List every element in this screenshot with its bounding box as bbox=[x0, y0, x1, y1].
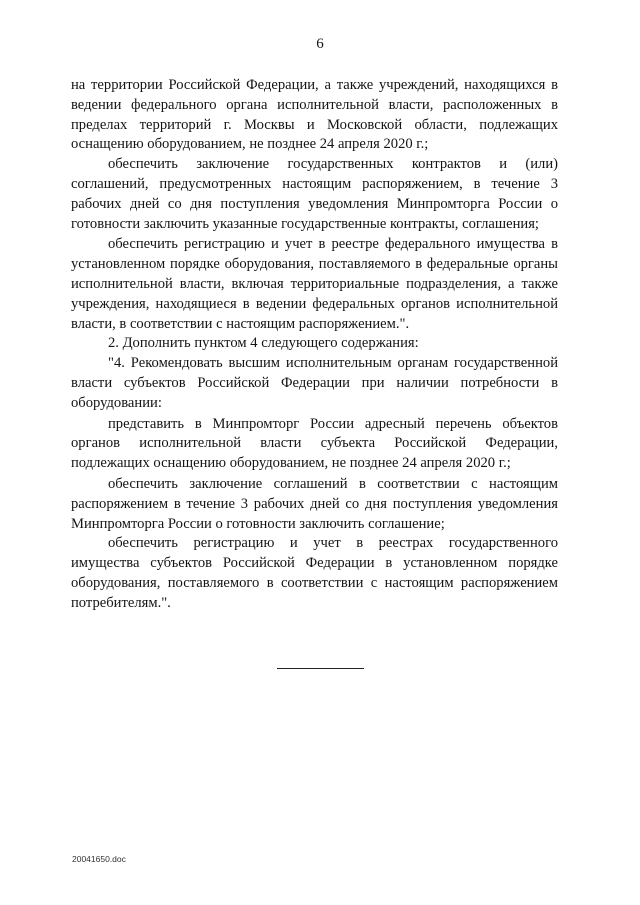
paragraph-5: "4. Рекомендовать высшим исполнительным органам государственной власти субъектов Российской Федерации при наличии потребности в оборудовании: bbox=[71, 355, 558, 411]
footer-filename: 20041650.doc bbox=[72, 854, 126, 864]
paragraph-8: обеспечить регистрацию и учет в реестрах государственного имущества субъектов Российской Федерации в установленном порядке оборудования, поставляемого в соответствии с настоящим распоряжением потребителям.". bbox=[71, 535, 558, 611]
paragraph-3: обеспечить регистрацию и учет в реестре федерального имущества в установленном порядке оборудования, поставляемого в федеральные органы исполнительной власти, включая территориальные подразделения, а также учреждения, находящиеся в ведении федеральных органов исполнительной власти, в соответствии с настоящим распоряжением.". bbox=[71, 236, 558, 332]
page-number: 6 bbox=[316, 36, 324, 52]
paragraph-6: представить в Минпромторг России адресный перечень объектов органов исполнительной власти субъекта Российской Федерации, подлежащих оснащению оборудованием, не позднее 24 апреля 2020 г.; bbox=[71, 415, 558, 472]
document-body bbox=[71, 76, 558, 614]
end-separator-line bbox=[277, 668, 364, 669]
paragraph-1: на территории Российской Федерации, а также учреждений, находящихся в ведении федерального органа исполнительной власти, расположенных в пределах территорий г. Москвы и Московской области, подлежащих оснащению оборудованием, не позднее 24 апреля 2020 г.; bbox=[71, 77, 558, 153]
paragraph-2: обеспечить заключение государственных контрактов и (или) соглашений, предусмотренных настоящим распоряжением, в течение 3 рабочих дней со дня поступления уведомления Минпромторга России о готовности заключить указанные государственные контракты, соглашения; bbox=[71, 156, 558, 232]
paragraph-4: 2. Дополнить пунктом 4 следующего содержания: bbox=[108, 335, 419, 352]
paragraph-7: обеспечить заключение соглашений в соответствии с настоящим распоряжением в течение 3 рабочих дней со дня поступления уведомления Минпромторга России о готовности заключить соглашение; bbox=[71, 475, 558, 532]
